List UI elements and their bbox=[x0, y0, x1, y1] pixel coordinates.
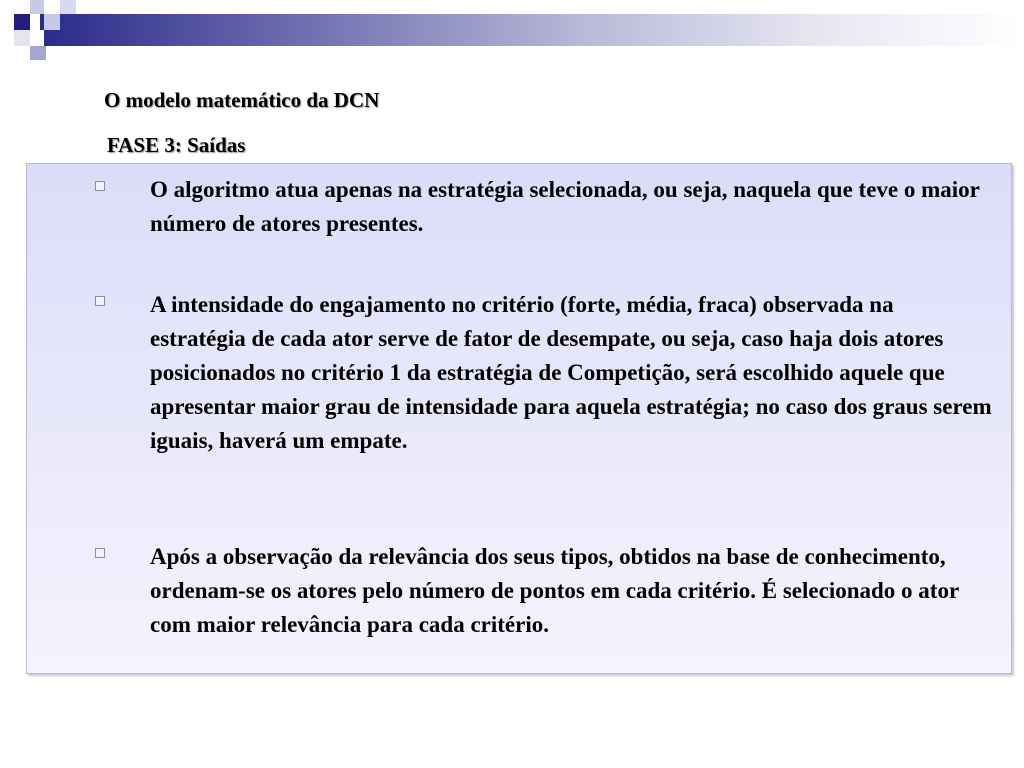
decorative-square bbox=[14, 14, 30, 30]
decorative-square bbox=[30, 30, 44, 46]
decorative-square bbox=[30, 0, 44, 14]
decorative-square bbox=[14, 30, 30, 46]
bullet-text: Após a observação da relevância dos seus tipos, obtidos na base de conhecimento, ordenam-se os atores pelo número de pontos em cada critério. É selecionado o ator com maior relevância para cada critério. bbox=[150, 544, 959, 637]
header-gradient-bar bbox=[40, 14, 1024, 46]
decorative-square bbox=[30, 46, 46, 60]
content-box bbox=[26, 163, 1012, 674]
hollow-square-bullet-icon bbox=[95, 296, 105, 306]
slide-subtitle: FASE 3: Saídas bbox=[107, 133, 246, 157]
hollow-square-bullet-icon bbox=[95, 181, 105, 191]
bullet-text: O algoritmo atua apenas na estratégia selecionada, ou seja, naquela que teve o maior número de atores presentes. bbox=[150, 177, 980, 236]
bullet-text: A intensidade do engajamento no critério (forte, média, fraca) observada na estratégia de cada ator serve de fator de desempate, ou seja, caso haja dois atores posicionados no critério 1 da estratégia de Competição, será escolhido aquele que apresentar maior grau de intensidade para aquela estratégia; no caso dos graus serem iguais, haverá um empate. bbox=[150, 292, 992, 453]
decorative-square bbox=[60, 0, 76, 14]
decorative-square bbox=[44, 14, 60, 30]
slide-title: O modelo matemático da DCN bbox=[104, 88, 380, 112]
hollow-square-bullet-icon bbox=[95, 548, 105, 558]
